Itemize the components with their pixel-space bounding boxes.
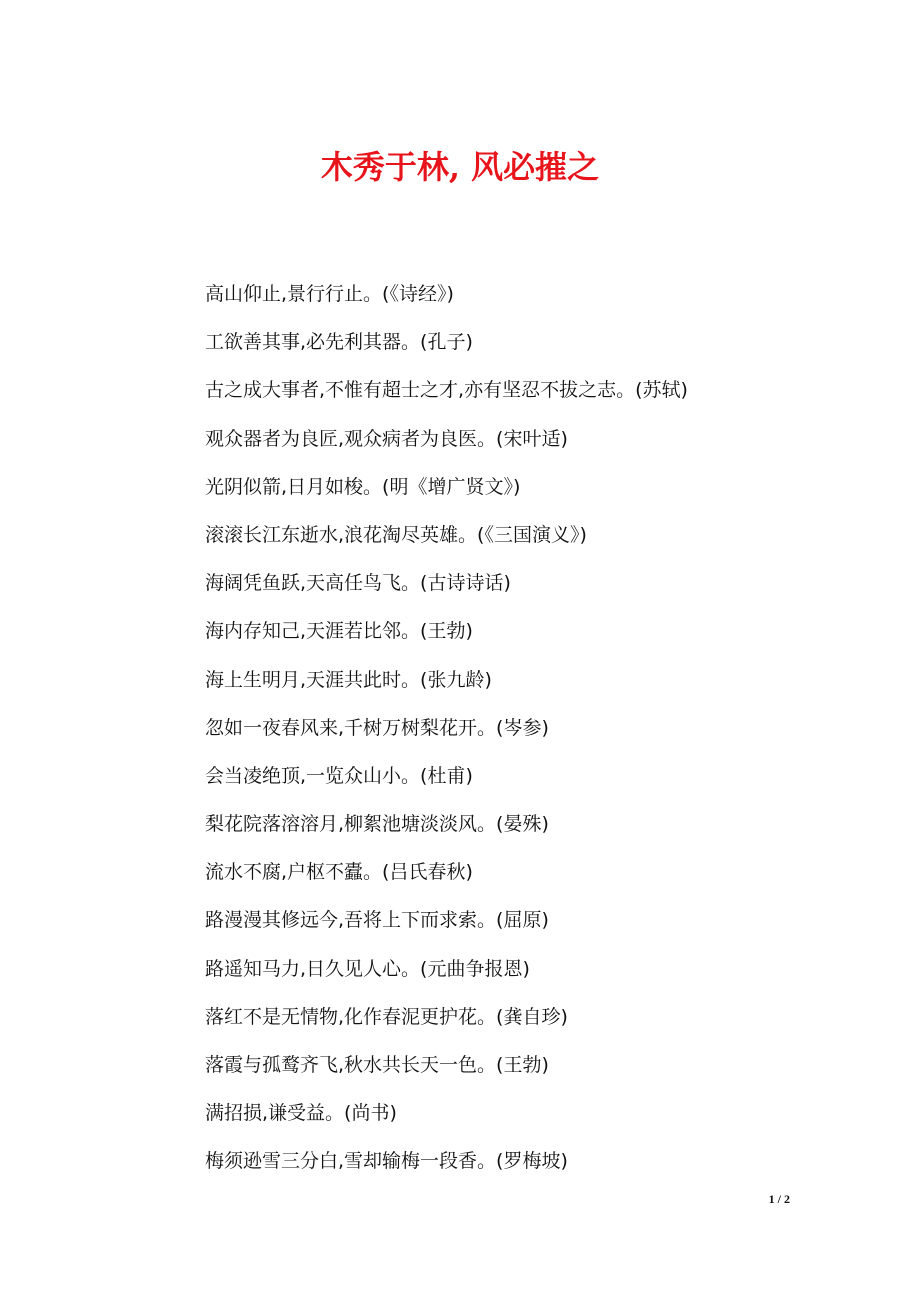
quote-line: 满招损,谦受益。(尚书) (205, 1102, 397, 1125)
quote-line: 路遥知马力,日久见人心。(元曲争报恩) (205, 957, 530, 980)
quote-line: 海阔凭鱼跃,天高任鸟飞。(古诗诗话) (205, 572, 511, 595)
quote-line: 梨花院落溶溶月,柳絮池塘淡淡风。(晏殊) (205, 813, 549, 836)
page-number: 1 / 2 (768, 1192, 790, 1206)
quote-line: 高山仰止,景行行止。(《诗经》) (205, 283, 454, 305)
quote-line: 忽如一夜春风来,千树万树梨花开。(岑参) (205, 716, 549, 739)
quote-line: 光阴似箭,日月如梭。(明《增广贤文》) (205, 475, 521, 498)
quote-line: 海上生明月,天涯共此时。(张九龄) (205, 668, 492, 691)
quote-line: 工欲善其事,必先利其器。(孔子) (205, 331, 473, 354)
quote-list (205, 276, 825, 1192)
quote-line: 路漫漫其修远今,吾将上下而求索。(屈原) (205, 909, 549, 932)
quote-line: 海内存知己,天涯若比邻。(王勃) (205, 620, 473, 643)
quote-line: 落红不是无情物,化作春泥更护花。(龚自珍) (205, 1005, 568, 1028)
quote-line: 梅须逊雪三分白,雪却输梅一段香。(罗梅坡) (205, 1150, 568, 1173)
quote-line: 流水不腐,户枢不蠹。(吕氏春秋) (205, 861, 473, 884)
quote-line: 滚滚长江东逝水,浪花淘尽英雄。(《三国演义》) (205, 523, 587, 546)
quote-line: 会当凌绝顶,一览众山小。(杜甫) (205, 764, 473, 787)
quote-line: 落霞与孤鹜齐飞,秋水共长天一色。(王勃) (205, 1054, 549, 1076)
quote-line: 观众器者为良匠,观众病者为良医。(宋叶适) (205, 427, 568, 450)
quote-line: 古之成大事者,不惟有超士之才,亦有坚忍不拔之志。(苏轼) (205, 379, 688, 402)
document-title: 木秀于林, 风必摧之 (320, 148, 600, 186)
